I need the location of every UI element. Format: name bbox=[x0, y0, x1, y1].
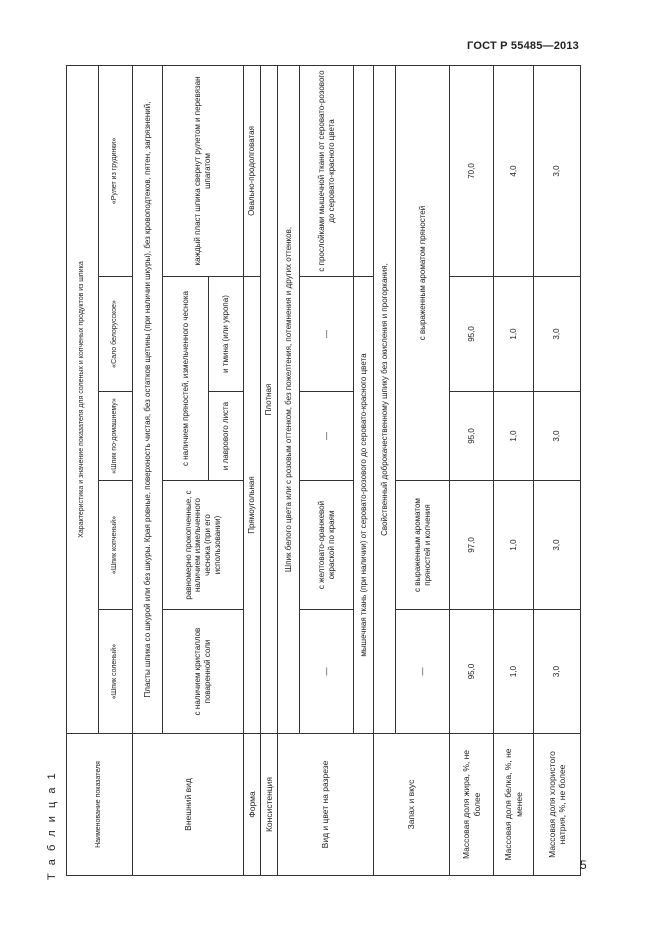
param-salt: Массовая доля хлористого натрия, %, не более bbox=[534, 734, 581, 876]
characteristics-table bbox=[66, 65, 581, 876]
smell-salted: — bbox=[396, 610, 450, 734]
smell-smoked: с выраженным ароматом пряностей и копчения bbox=[396, 481, 450, 610]
standard-designation: ГОСТ Р 55485—2013 bbox=[467, 40, 579, 52]
salt-roll: 3,0 bbox=[534, 66, 581, 277]
protein-smoked: 1,0 bbox=[494, 481, 534, 610]
protein-belarus: 1,0 bbox=[494, 277, 534, 392]
header-characteristics: Характеристика и значение показателя для соленых и копченых продуктов из шпика bbox=[67, 66, 99, 734]
cut-belarus: — bbox=[300, 277, 354, 392]
header-product-salted: «Шпик соленый» bbox=[99, 610, 133, 734]
header-parameter-name: Наименование показателя bbox=[67, 734, 133, 876]
param-smell: Запах и вкус bbox=[374, 734, 450, 876]
param-form: Форма bbox=[244, 734, 261, 876]
protein-roll: 4,0 bbox=[494, 66, 534, 277]
cut-roll: с прослойками мышечной ткани от серовато-розового до серовато-красного цвета bbox=[300, 66, 354, 277]
fat-salted: 95,0 bbox=[450, 610, 494, 734]
header-product-belarus: «Сало белорусское» bbox=[99, 277, 133, 392]
param-appearance: Внешний вид bbox=[133, 734, 244, 876]
cut-common: Шпик белого цвета или с розовым оттенком, без пожелтения, потемнения и других оттенков, bbox=[278, 66, 300, 734]
appearance-spices: с наличием пряностей, измельченного чеснока bbox=[163, 277, 209, 481]
salt-homemade: 3,0 bbox=[534, 392, 581, 481]
param-consistency: Консистенция bbox=[261, 734, 278, 876]
smell-common: Свойственный доброкачественному шпику без окисления и прогоркания, bbox=[374, 66, 396, 734]
cut-salted: — bbox=[300, 610, 354, 734]
cut-bottom-roll bbox=[354, 66, 374, 277]
smell-others: с выраженным ароматом пряностей bbox=[396, 66, 450, 481]
fat-homemade: 95,0 bbox=[450, 392, 494, 481]
table-label: Т а б л и ц а 1 bbox=[46, 770, 58, 880]
salt-belarus: 3,0 bbox=[534, 277, 581, 392]
param-fat: Массовая доля жира, %, не более bbox=[450, 734, 494, 876]
fat-belarus: 95,0 bbox=[450, 277, 494, 392]
param-cut: Вид и цвет на разрезе bbox=[278, 734, 374, 876]
param-protein: Массовая доля белка, %, не менее bbox=[494, 734, 534, 876]
protein-salted: 1,0 bbox=[494, 610, 534, 734]
appearance-smoked: равномерно прокопченные, с наличием измельченного чеснока (при его использовании) bbox=[163, 481, 244, 610]
cut-homemade: — bbox=[300, 392, 354, 481]
appearance-salted: с наличием кристаллов поваренной соли bbox=[163, 610, 244, 734]
fat-smoked: 97,0 bbox=[450, 481, 494, 610]
salt-salted: 3,0 bbox=[534, 610, 581, 734]
appearance-belarus: и тмина (или укропа) bbox=[209, 277, 244, 392]
page-number: 5 bbox=[580, 858, 587, 872]
salt-smoked: 3,0 bbox=[534, 481, 581, 610]
header-product-roll: «Рулет из грудинки» bbox=[99, 66, 133, 277]
header-product-smoked: «Шпик копченый» bbox=[99, 481, 133, 610]
cut-bottom: мышечная ткань (при наличии) от серовато-розового до серовато-красного цвета bbox=[354, 277, 374, 734]
rotated-table-wrapper bbox=[66, 66, 581, 876]
form-oval: Овально-продолговатая bbox=[244, 66, 261, 277]
fat-roll: 70,0 bbox=[450, 66, 494, 277]
header-product-homemade: «Шпик по-домашнему» bbox=[99, 392, 133, 481]
protein-homemade: 1,0 bbox=[494, 392, 534, 481]
consistency-value: Плотная bbox=[261, 66, 278, 734]
appearance-common: Пласты шпика со шкурой или без шкуры. Края ровные, поверхность чистая, без остатков щетины (при наличии шкуры), без кровоподтеков, пятен, загрязнений, bbox=[133, 66, 163, 734]
form-rect: Прямоугольная bbox=[244, 277, 261, 734]
appearance-homemade: и лаврового листа bbox=[209, 392, 244, 481]
appearance-roll: каждый пласт шпика свернут рулетом и перевязан шпагатом bbox=[163, 66, 244, 277]
cut-smoked: с желтовато-оранжевой окраской по краям bbox=[300, 481, 354, 610]
